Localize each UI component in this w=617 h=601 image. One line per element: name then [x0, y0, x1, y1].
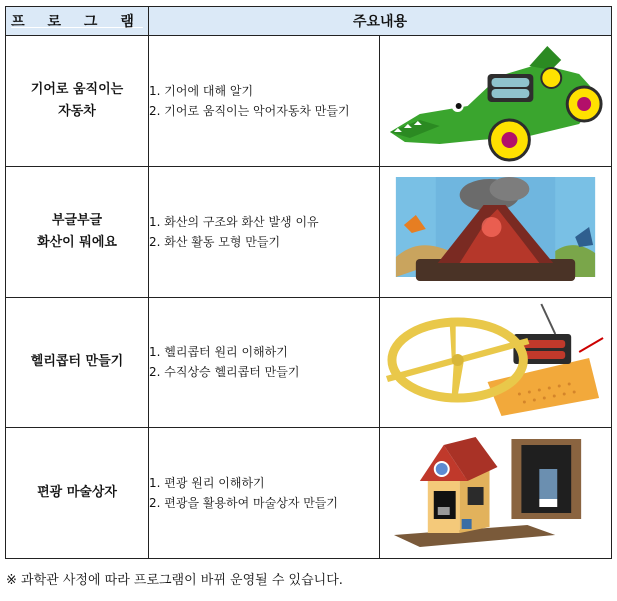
program-name: 헬리콥터 만들기 [6, 297, 149, 428]
table-row [6, 36, 612, 167]
table-row [6, 297, 612, 428]
program-name: 편광 마술상자 [6, 428, 149, 559]
header-program: 프 로 그 램 [6, 7, 149, 36]
header-row [6, 7, 612, 36]
footnote: ※ 과학관 사정에 따라 프로그램이 바뀌 운영될 수 있습니다. [6, 573, 343, 588]
volcano-model-image [380, 166, 612, 297]
program-name: 부글부글 화산이 뭐에요 [6, 166, 149, 297]
gear-crocodile-car-image [380, 36, 612, 167]
header-contents: 주요내용 [149, 7, 612, 36]
table-row [6, 166, 612, 297]
program-table [5, 6, 612, 559]
program-contents: 1. 헬리콥터 원리 이해하기 2. 수직상승 헬리콥터 만들기 [149, 297, 380, 428]
helicopter-kit-image [380, 297, 612, 428]
program-contents: 1. 화산의 구조와 화산 발생 이유 2. 화산 활동 모형 만들기 [149, 166, 380, 297]
program-contents: 1. 기어에 대해 알기 2. 기어로 움직이는 악어자동차 만들기 [149, 36, 380, 167]
polarization-magic-box-image [380, 428, 612, 559]
program-contents: 1. 편광 원리 이해하기 2. 편광을 활용하여 마술상자 만들기 [149, 428, 380, 559]
table-row [6, 428, 612, 559]
program-name: 기어로 움직이는 자동차 [6, 36, 149, 167]
